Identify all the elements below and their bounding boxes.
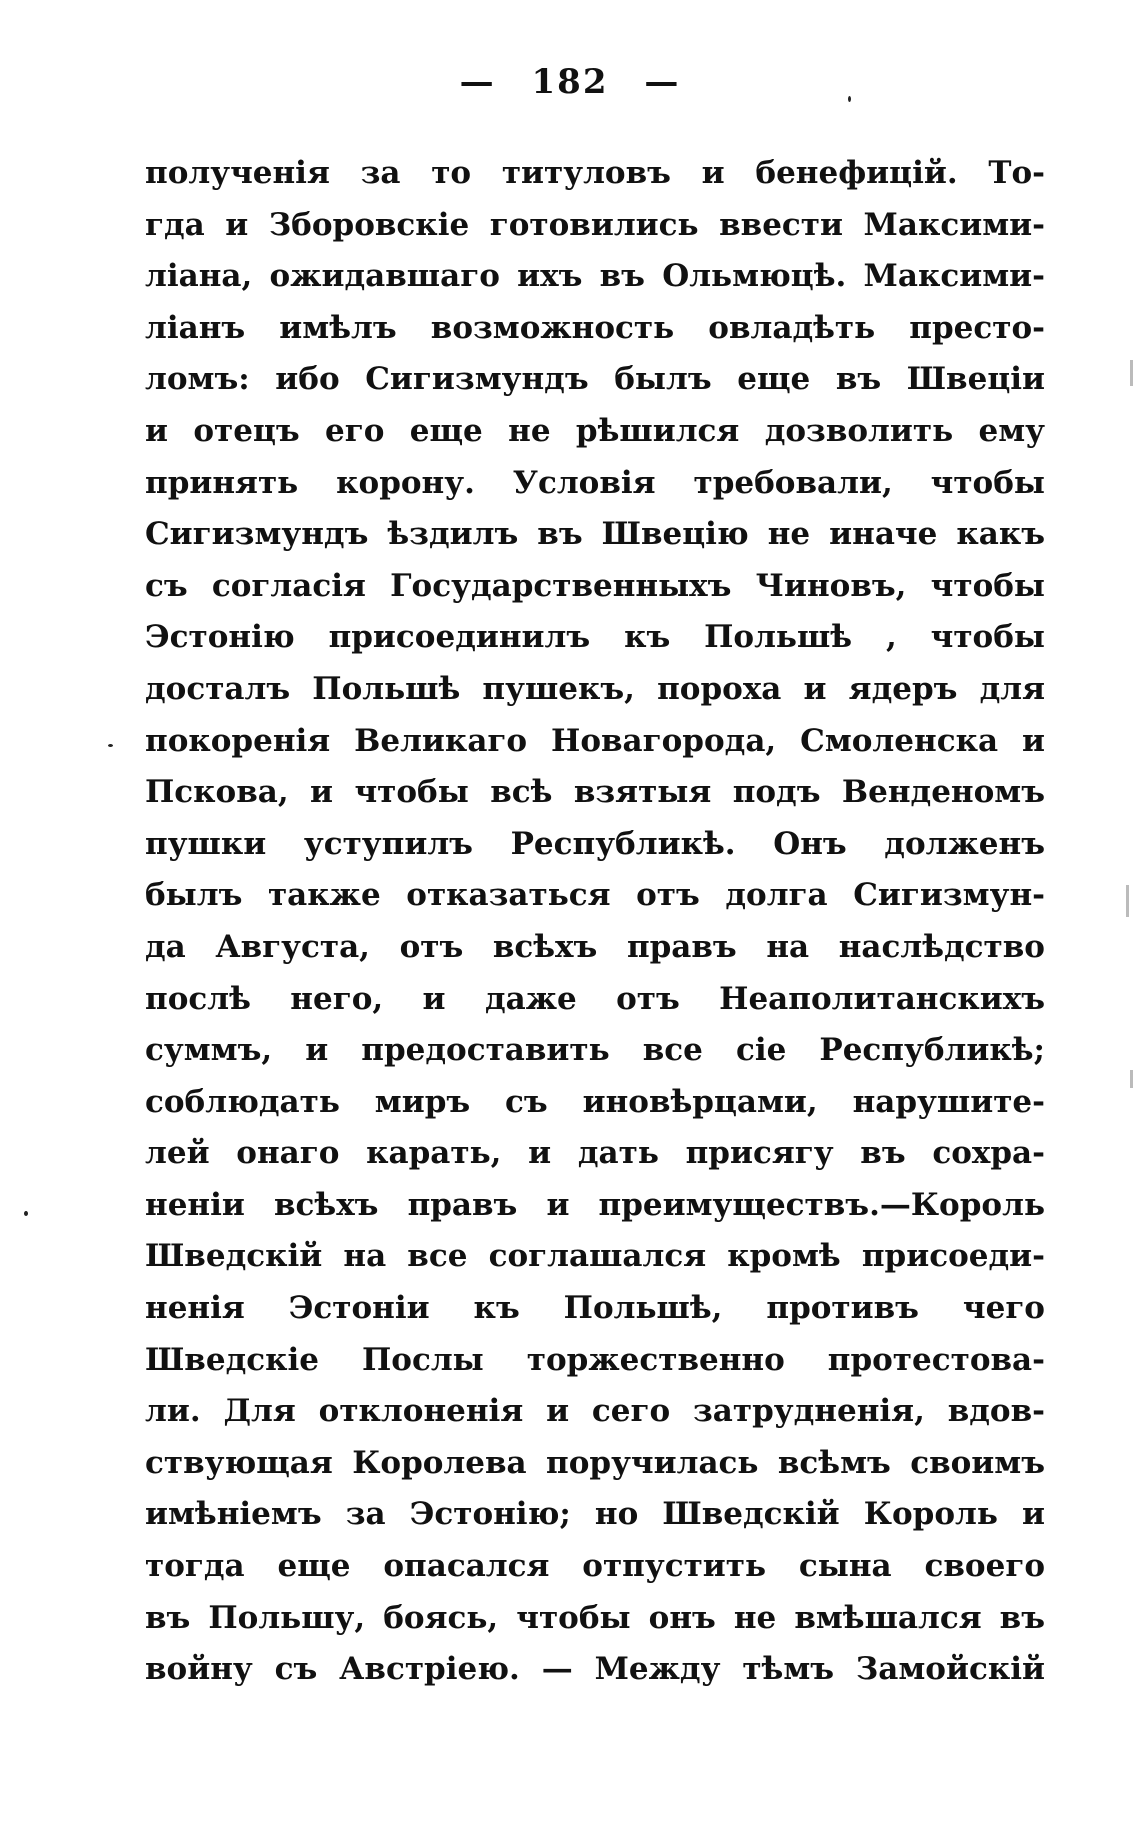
text-line: неніи всѣхъ правъ и преимуществъ.—Король (145, 1186, 1045, 1223)
text-line: да Августа, отъ всѣхъ правъ на наслѣдство (145, 928, 1045, 965)
text-line: Шведскіе Послы торжественно протестова- (145, 1341, 1045, 1378)
text-line: войну съ Австріею. — Между тѣмъ Замойскій (145, 1651, 1045, 1688)
text-line: полученія за то титуловъ и бенефицій. То- (145, 155, 1045, 191)
header-dash-left: — (459, 62, 496, 102)
page-number: 182 (531, 62, 609, 102)
text-line: Пскова, и чтобы всѣ взятыя подъ Венденомъ (145, 774, 1045, 811)
text-line: въ Польшу, боясь, чтобы онъ не вмѣшался въ (145, 1599, 1045, 1636)
text-line: суммъ, и предоставить все сіе Республикѣ; (145, 1032, 1045, 1069)
text-line: ненія Эстоніи къ Польшѣ, противъ чего (145, 1290, 1045, 1327)
scan-edge-mark (1130, 1070, 1133, 1088)
text-line: ломъ: ибо Сигизмундъ былъ еще въ Швеціи (145, 361, 1045, 398)
text-line: послѣ него, и даже отъ Неаполитанскихъ (145, 980, 1045, 1017)
text-line: и отецъ его еще не рѣшился дозволить ему (145, 412, 1045, 449)
text-line: былъ также отказаться отъ долга Сигизмун- (145, 877, 1045, 914)
text-line: Эстонію присоединилъ къ Польшѣ , чтобы (145, 619, 1045, 656)
text-line: Сигизмундъ ѣздилъ въ Швецію не иначе какъ (145, 516, 1045, 553)
text-line: ліанъ имѣлъ возможность овладѣть престо- (145, 309, 1045, 346)
text-line: тогда еще опасался отпустить сына своего (145, 1548, 1045, 1585)
scan-speck (108, 744, 113, 747)
scan-edge-mark (1126, 885, 1129, 917)
text-line: соблюдать миръ съ иновѣрцами, нарушите- (145, 1083, 1045, 1120)
scan-speck (848, 96, 851, 102)
text-line: досталъ Польшѣ пушекъ, пороха и ядеръ для (145, 670, 1045, 707)
text-line: покоренія Великаго Новагорода, Смоленска и (145, 722, 1045, 759)
text-line: гда и Зборовскіе готовились ввести Максими- (145, 206, 1045, 243)
text-line: лей онаго карать, и дать присягу въ сохра- (145, 1135, 1045, 1172)
body-text (145, 148, 1045, 1696)
text-line: пушки уступилъ Республикѣ. Онъ долженъ (145, 825, 1045, 862)
text-line: имѣніемъ за Эстонію; но Шведскій Король и (145, 1496, 1045, 1533)
scan-edge-mark (1130, 360, 1133, 386)
header-dash-right: — (644, 62, 681, 102)
scan-speck (24, 1211, 28, 1216)
text-line: ліана, ожидавшаго ихъ въ Ольмюцѣ. Максими- (145, 258, 1045, 295)
text-line: ствующая Королева поручилась всѣмъ своимъ (145, 1444, 1045, 1481)
text-line: принять корону. Условія требовали, чтобы (145, 464, 1045, 501)
text-line: ли. Для отклоненія и сего затрудненія, вдов- (145, 1393, 1045, 1430)
text-line: съ согласія Государственныхъ Чиновъ, чтобы (145, 567, 1045, 604)
text-line: Шведскій на все соглашался кромѣ присоеди- (145, 1238, 1045, 1275)
page-header (0, 62, 1140, 102)
